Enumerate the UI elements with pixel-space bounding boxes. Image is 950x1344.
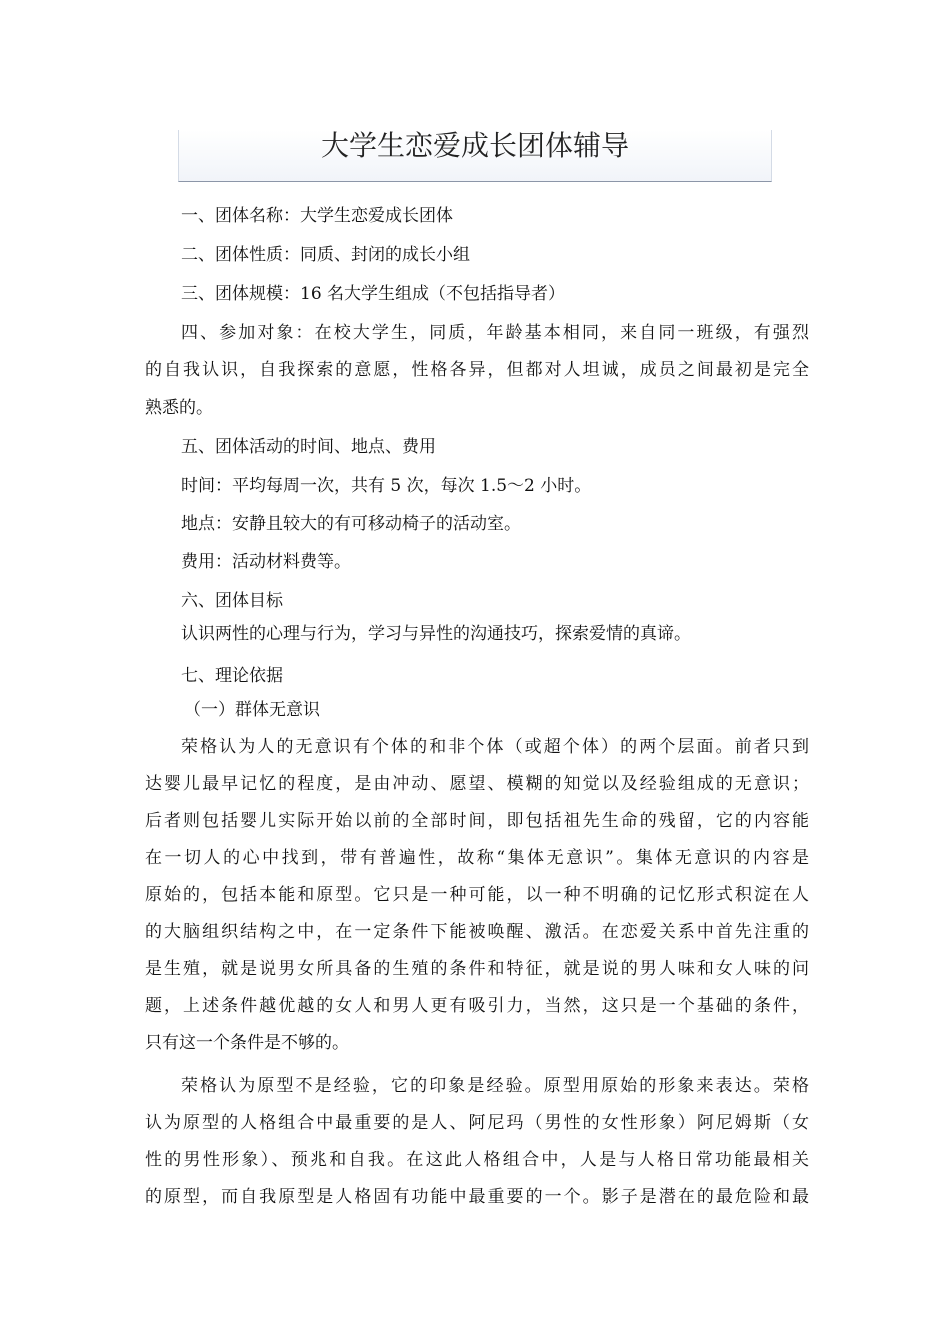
goal-text: 认识两性的心理与行为，学习与异性的沟通技巧，探索爱情的真谛。	[181, 624, 691, 644]
item-participants-line-3: 熟悉的。	[145, 398, 213, 418]
paragraph-2-line-3: 性的男性形象）、预兆和自我。在这此人格组合中，人是与人格日常功能最相关	[145, 1150, 809, 1170]
place-line: 地点：安静且较大的有可移动椅子的活动室。	[181, 514, 521, 534]
item-group-name: 一、团体名称：大学生恋爱成长团体	[181, 206, 453, 226]
item-theory-basis: 七、理论依据	[181, 666, 283, 686]
document-title: 大学生恋爱成长团体辅导	[320, 129, 629, 162]
paragraph-1-line-6: 的大脑组织结构之中，在一定条件下能被唤醒、激活。在恋爱关系中首先注重的	[145, 922, 809, 942]
paragraph-2-line-2: 认为原型的人格组合中最重要的是人、阿尼玛（男性的女性形象）阿尼姆斯（女	[145, 1113, 809, 1133]
item-time-place-cost: 五、团体活动的时间、地点、费用	[181, 437, 436, 457]
item-participants-line-1: 四、参加对象：在校大学生，同质，年龄基本相同，来自同一班级，有强烈	[181, 323, 809, 343]
paragraph-1-line-1: 荣格认为人的无意识有个体的和非个体（或超个体）的两个层面。前者只到	[181, 737, 809, 757]
paragraph-1-line-5: 原始的，包括本能和原型。它只是一种可能，以一种不明确的记忆形式积淀在人	[145, 885, 809, 905]
paragraph-1-line-3: 后者则包括婴儿实际开始以前的全部时间，即包括祖先生命的残留，它的内容能	[145, 811, 809, 831]
paragraph-1-line-8: 题，上述条件越优越的女人和男人更有吸引力，当然，这只是一个基础的条件，	[145, 996, 809, 1016]
item-participants-line-2: 的自我认识，自我探索的意愿，性格各异，但都对人坦诚，成员之间最初是完全	[145, 360, 809, 380]
paragraph-1-line-4: 在一切人的心中找到，带有普遍性，故称“集体无意识”。集体无意识的内容是	[145, 848, 809, 868]
paragraph-2-line-1: 荣格认为原型不是经验，它的印象是经验。原型用原始的形象来表达。荣格	[181, 1076, 809, 1096]
title-box	[178, 130, 772, 182]
paragraph-1-line-7: 是生殖，就是说男女所具备的生殖的条件和特征，就是说的男人味和女人味的问	[145, 959, 809, 979]
paragraph-1-line-2: 达婴儿最早记忆的程度，是由冲动、愿望、模糊的知觉以及经验组成的无意识；	[145, 774, 809, 794]
paragraph-1-line-9: 只有这一个条件是不够的。	[145, 1033, 349, 1053]
paragraph-2-line-4: 的原型，而自我原型是人格固有功能中最重要的一个。影子是潜在的最危险和最	[145, 1187, 809, 1207]
subsection-collective-unconscious: （一）群体无意识	[184, 700, 320, 720]
item-group-goal: 六、团体目标	[181, 591, 283, 611]
cost-line: 费用：活动材料费等。	[181, 552, 351, 572]
item-group-nature: 二、团体性质：同质、封闭的成长小组	[181, 245, 470, 265]
item-group-size: 三、团体规模：16 名大学生组成（不包括指导者）	[181, 284, 566, 304]
time-line: 时间：平均每周一次，共有 5 次，每次 1.5～2 小时。	[181, 476, 592, 496]
